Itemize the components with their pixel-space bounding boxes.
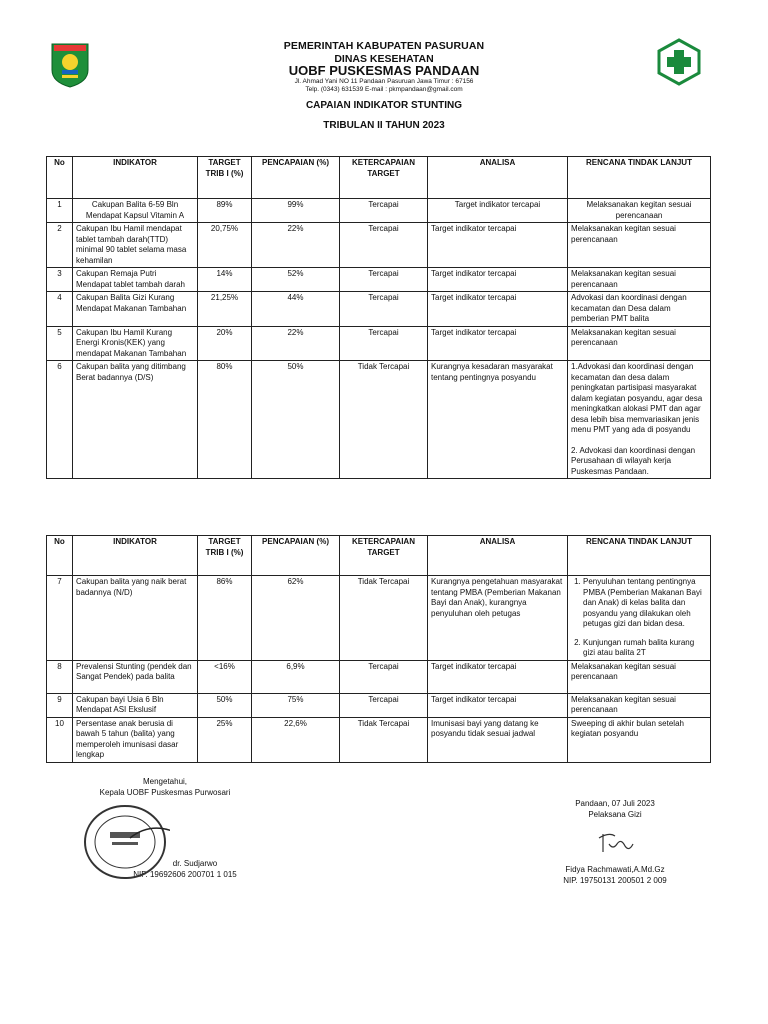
- table-row: [47, 361, 711, 479]
- cell-analisa: Target indikator tercapai: [428, 292, 568, 327]
- cell-analisa: Target indikator tercapai: [428, 199, 568, 223]
- table-row: [47, 199, 711, 223]
- cell-ketercapaian: Tercapai: [340, 199, 428, 223]
- cell-analisa: Target indikator tercapai: [428, 693, 568, 717]
- cell-no: 1: [47, 199, 73, 223]
- officer-role: Pelaksana Gizi: [588, 810, 642, 819]
- rtl-item-1: 1.Advokasi dan koordinasi dengan kecamatan dan desa dalam peningkatan partisipasi masyarakat dalam kegiatan posyandu, agar desa meningkatkan alokasi PMT dan agar desa lebih bisa memvariasikan jenis menu PMT yang ada di posyandu: [571, 362, 703, 434]
- cell-rtl: Melaksanakan kegitan sesuai perencanaan: [568, 326, 711, 361]
- cell-analisa: Target indikator tercapai: [428, 268, 568, 292]
- cell-analisa: Kurangnya kesadaran masyarakat tentang pentingnya posyandu: [428, 361, 568, 479]
- cell-target: 80%: [198, 361, 252, 479]
- table-row: [47, 576, 711, 661]
- col-pencapaian: PENCAPAIAN (%): [252, 536, 340, 576]
- cell-ketercapaian: Tercapai: [340, 268, 428, 292]
- cell-no: 7: [47, 576, 73, 661]
- cell-capaian: 22%: [252, 223, 340, 268]
- cell-ketercapaian: Tercapai: [340, 326, 428, 361]
- cell-ketercapaian: Tidak Tercapai: [340, 576, 428, 661]
- table-row: [47, 693, 711, 717]
- col-no: No: [47, 157, 73, 199]
- col-indikator: INDIKATOR: [73, 157, 198, 199]
- rtl-list: [571, 577, 707, 659]
- cell-rtl: [568, 361, 711, 479]
- table-row: [47, 326, 711, 361]
- cell-indikator: Cakupan Ibu Hamil Kurang Energi Kronis(KEK) yang mendapat Makanan Tambahan: [73, 326, 198, 361]
- table-row: [47, 223, 711, 268]
- col-no: No: [47, 536, 73, 576]
- indicator-table-2: [46, 535, 711, 763]
- cell-no: 9: [47, 693, 73, 717]
- cell-target: 20,75%: [198, 223, 252, 268]
- rtl-item-1: 1. Penyuluhan tentang pentingnya PMBA (Pemberian Makanan Bayi dan Anak) di kelas balita dan posyandu yang dilakukan oleh petugas gizi dan bidan desa.: [583, 577, 707, 630]
- cell-ketercapaian: Tercapai: [340, 292, 428, 327]
- cell-target: 14%: [198, 268, 252, 292]
- table-header-row: [47, 157, 711, 199]
- table-row: [47, 660, 711, 693]
- cell-ketercapaian: Tercapai: [340, 660, 428, 693]
- col-ketercapaian: KETERCAPAIAN TARGET: [340, 536, 428, 576]
- cell-capaian: 6,9%: [252, 660, 340, 693]
- head-title: Kepala UOBF Puskesmas Purwosari: [99, 788, 231, 797]
- header-address: Jl. Ahmad Yani NO 11 Pandaan Pasuruan Jawa Timur : 67156: [294, 78, 474, 85]
- cell-target: 89%: [198, 199, 252, 223]
- cell-indikator: Cakupan balita yang naik berat badannya (N/D): [73, 576, 198, 661]
- col-target: TARGET TRIB I (%): [198, 157, 252, 199]
- cell-analisa: Imunisasi bayi yang datang ke posyandu tidak sesuai jadwal: [428, 717, 568, 762]
- cell-capaian: 52%: [252, 268, 340, 292]
- document-title: CAPAIAN INDIKATOR STUNTING: [305, 100, 463, 111]
- cell-no: 6: [47, 361, 73, 479]
- cell-capaian: 62%: [252, 576, 340, 661]
- table-row: [47, 717, 711, 762]
- cell-no: 5: [47, 326, 73, 361]
- col-rtl: RENCANA TINDAK LANJUT: [568, 536, 711, 576]
- cell-analisa: Target indikator tercapai: [428, 660, 568, 693]
- cell-ketercapaian: Tidak Tercapai: [340, 717, 428, 762]
- cell-ketercapaian: Tercapai: [340, 223, 428, 268]
- officer-signature: [530, 830, 700, 860]
- cell-no: 3: [47, 268, 73, 292]
- cell-capaian: 22%: [252, 326, 340, 361]
- cell-rtl: Melaksanakan kegitan sesuai perencanaan: [568, 268, 711, 292]
- col-analisa: ANALISA: [428, 536, 568, 576]
- cell-target: <16%: [198, 660, 252, 693]
- cell-no: 4: [47, 292, 73, 327]
- cell-indikator: Cakupan bayi Usia 6 Bln Mendapat ASI Ekslusif: [73, 693, 198, 717]
- header-contact: Telp. (0343) 631539 E-mail : pkmpandaan@gmail.com: [305, 86, 463, 93]
- document-subtitle: TRIBULAN II TAHUN 2023: [323, 120, 445, 131]
- col-ketercapaian: KETERCAPAIAN TARGET: [340, 157, 428, 199]
- officer-name: Fidya Rachmawati,A.Md.Gz: [565, 865, 665, 874]
- rtl-item-2: 2. Kunjungan rumah balita kurang gizi atau balita 2T: [583, 638, 707, 659]
- cell-indikator: Prevalensi Stunting (pendek dan Sangat Pendek) pada balita: [73, 660, 198, 693]
- col-indikator: INDIKATOR: [73, 536, 198, 576]
- cell-rtl: Melaksanakan kegitan sesuai perencanaan: [568, 199, 711, 223]
- cell-indikator: Persentase anak berusia di bawah 5 tahun (balita) yang memperoleh imunisasi dasar lengkap: [73, 717, 198, 762]
- cell-ketercapaian: Tidak Tercapai: [340, 361, 428, 479]
- acknowledged-label: Mengetahui,: [142, 777, 188, 786]
- header-department: DINAS KESEHATAN: [334, 53, 434, 65]
- cell-indikator: Cakupan balita yang ditimbang Berat badannya (D/S): [73, 361, 198, 479]
- table-row: [47, 292, 711, 327]
- col-target: TARGET TRIB I (%): [198, 536, 252, 576]
- cell-capaian: 22,6%: [252, 717, 340, 762]
- cell-rtl: Melaksanakan kegitan sesuai perencanaan: [568, 660, 711, 693]
- cell-target: 21,25%: [198, 292, 252, 327]
- cell-no: 8: [47, 660, 73, 693]
- cell-indikator: Cakupan Balita Gizi Kurang Mendapat Makanan Tambahan: [73, 292, 198, 327]
- col-pencapaian: PENCAPAIAN (%): [252, 157, 340, 199]
- cell-capaian: 99%: [252, 199, 340, 223]
- cell-target: 25%: [198, 717, 252, 762]
- cell-analisa: Kurangnya pengetahuan masyarakat tentang PMBA (Pemberian Makanan Bayi dan Anak), kurangnya penyuluhan oleh petugas: [428, 576, 568, 661]
- col-analisa: ANALISA: [428, 157, 568, 199]
- cell-no: 10: [47, 717, 73, 762]
- cell-capaian: 44%: [252, 292, 340, 327]
- cell-rtl: Sweeping di akhir bulan setelah kegiatan posyandu: [568, 717, 711, 762]
- cell-rtl: Advokasi dan koordinasi dengan kecamatan dan Desa dalam pemberian PMT balita: [568, 292, 711, 327]
- cell-rtl: Melaksanakan kegitan sesuai perencanaan: [568, 693, 711, 717]
- cell-analisa: Target indikator tercapai: [428, 326, 568, 361]
- cell-capaian: 75%: [252, 693, 340, 717]
- cell-rtl: [568, 576, 711, 661]
- cell-target: 50%: [198, 693, 252, 717]
- cell-rtl: Melaksanakan kegitan sesuai perencanaan: [568, 223, 711, 268]
- cell-capaian: 50%: [252, 361, 340, 479]
- col-rtl: RENCANA TINDAK LANJUT: [568, 157, 711, 199]
- official-stamp: [80, 802, 170, 882]
- cell-analisa: Target indikator tercapai: [428, 223, 568, 268]
- place-date: Pandaan, 07 Juli 2023: [575, 799, 655, 808]
- header-government: PEMERINTAH KABUPATEN PASURUAN: [283, 40, 485, 52]
- cell-target: 20%: [198, 326, 252, 361]
- header-puskesmas: UOBF PUSKESMAS PANDAAN: [288, 63, 480, 78]
- head-nip: NIP. 19692606 200701 1 015: [133, 870, 237, 879]
- cell-target: 86%: [198, 576, 252, 661]
- cell-indikator: Cakupan Ibu Hamil mendapat tablet tambah darah(TTD) minimal 90 tablet selama masa kehamilan: [73, 223, 198, 268]
- rtl-item-2: 2. Advokasi dan koordinasi dengan Perusahaan di wilayah kerja Puskesmas Pandaan.: [571, 445, 696, 476]
- signature-block-right: [530, 798, 700, 886]
- cell-indikator: Cakupan Balita 6-59 Bln Mendapat Kapsul Vitamin A: [73, 199, 198, 223]
- table-row: [47, 268, 711, 292]
- indicator-table-1: [46, 156, 711, 479]
- head-name: dr. Sudjarwo: [172, 859, 218, 868]
- officer-nip: NIP. 19750131 200501 2 009: [563, 876, 667, 885]
- cell-no: 2: [47, 223, 73, 268]
- cell-ketercapaian: Tercapai: [340, 693, 428, 717]
- table-header-row: [47, 536, 711, 576]
- cell-indikator: Cakupan Remaja Putri Mendapat tablet tambah darah: [73, 268, 198, 292]
